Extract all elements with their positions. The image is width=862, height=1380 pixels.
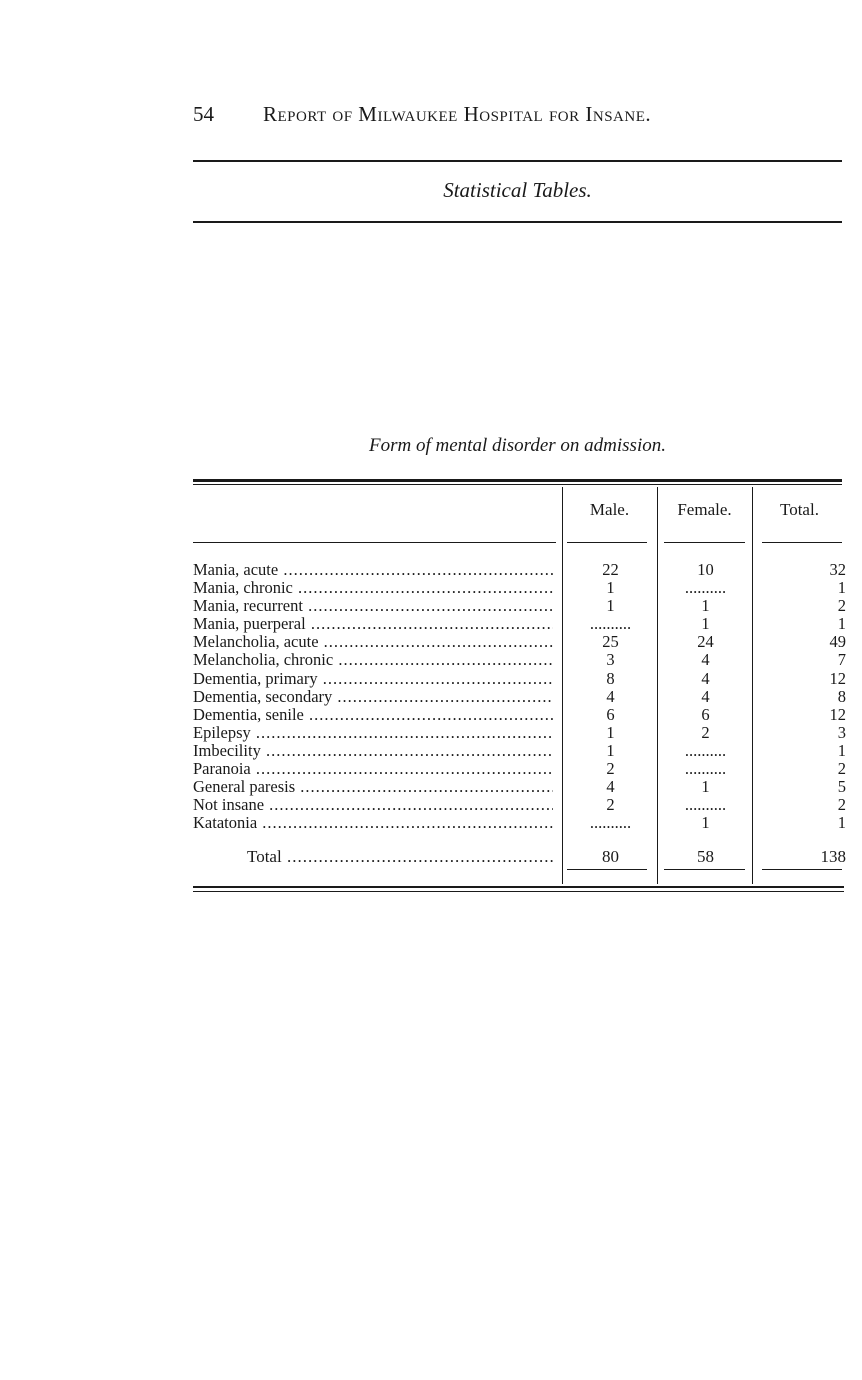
cell-male: 1	[606, 596, 615, 616]
row-label: General paresis .....	[193, 778, 553, 796]
cell-female: 24	[697, 632, 714, 652]
cell-male: 1	[606, 740, 615, 760]
cell-total: 49	[829, 632, 846, 652]
cell-total: 2	[837, 795, 846, 815]
cell-male: 1	[606, 578, 615, 598]
cell-total: 1	[837, 740, 846, 760]
table-row	[193, 615, 848, 633]
row-label: Katatonia .....	[193, 814, 553, 832]
header-rule-top	[193, 160, 842, 162]
cell-female: 4	[701, 686, 710, 706]
cell-female: 1	[701, 614, 710, 634]
cell-total: 1	[837, 578, 846, 598]
cell-female: 4	[701, 650, 710, 670]
total-male: 80	[602, 847, 619, 866]
cell-female: 2	[701, 722, 710, 742]
header-underline	[567, 542, 647, 543]
row-label: Not insane .....	[193, 796, 553, 814]
total-female: 58	[697, 847, 714, 866]
cell-total: 2	[837, 759, 846, 779]
row-label: Mania, puerperal .....	[193, 615, 553, 633]
cell-female: 4	[701, 668, 710, 688]
header-rule-bottom	[193, 221, 842, 223]
row-label: Dementia, senile .....	[193, 706, 553, 724]
cell-male: 4	[606, 777, 615, 797]
table-row	[193, 633, 848, 651]
row-label: Paranoia .....	[193, 760, 553, 778]
header-underline	[762, 542, 842, 543]
cell-total: 12	[829, 668, 846, 688]
cell-female: ..........	[684, 578, 727, 598]
table-row	[193, 724, 848, 742]
column-header-total: Total.	[780, 500, 819, 519]
cell-male: 2	[606, 795, 615, 815]
table-row	[193, 597, 848, 615]
total-row	[193, 847, 848, 867]
cell-male: 8	[606, 668, 615, 688]
cell-total: 7	[837, 650, 846, 670]
cell-total: 2	[837, 596, 846, 616]
cell-total: 8	[837, 686, 846, 706]
cell-total: 5	[837, 777, 846, 797]
header-underline	[193, 542, 556, 543]
table-row	[193, 706, 848, 724]
table-caption: Form of mental disorder on admission.	[369, 435, 666, 456]
page-number: 54	[193, 102, 214, 126]
cell-female: 1	[701, 813, 710, 833]
cell-female: 1	[701, 777, 710, 797]
row-label: Melancholia, chronic .....	[193, 651, 553, 669]
row-label: Dementia, secondary .....	[193, 688, 553, 706]
section-title: Statistical Tables.	[443, 178, 592, 202]
table-row	[193, 796, 848, 814]
table-row	[193, 760, 848, 778]
cell-male: 22	[602, 560, 619, 579]
header-underline	[664, 542, 745, 543]
cell-male: 4	[606, 686, 615, 706]
cell-male: 3	[606, 650, 615, 670]
row-label: Dementia, primary .....	[193, 670, 553, 688]
table-body	[193, 561, 848, 832]
cell-male: ..........	[589, 614, 632, 634]
total-separator	[664, 869, 745, 870]
row-label: Melancholia, acute .....	[193, 633, 553, 651]
table-row	[193, 814, 848, 832]
cell-total: 3	[837, 722, 846, 742]
cell-female: ..........	[684, 795, 727, 815]
table-bottom-rule-thin	[193, 891, 844, 892]
cell-male: 2	[606, 759, 615, 779]
column-header-female: Female.	[677, 500, 732, 519]
total-separator	[567, 869, 647, 870]
table-row	[193, 778, 848, 796]
column-header-male: Male.	[589, 500, 630, 519]
cell-male: 1	[606, 722, 615, 742]
table-bottom-rule	[193, 886, 844, 888]
cell-male: ..........	[589, 813, 632, 833]
row-label: Mania, chronic .....	[193, 579, 553, 597]
cell-total: 12	[829, 704, 846, 724]
table-row	[193, 579, 848, 597]
total-label: Total .....	[247, 847, 553, 867]
table-row	[193, 742, 848, 760]
running-head: Report of Milwaukee Hospital for Insane.	[263, 102, 652, 126]
total-total: 138	[820, 847, 846, 866]
total-separator	[762, 869, 842, 870]
cell-total: 1	[837, 813, 846, 833]
cell-male: 25	[602, 632, 619, 652]
table-top-rule	[193, 479, 842, 482]
cell-female: ..........	[684, 740, 727, 760]
table-row	[193, 561, 848, 579]
row-label: Imbecility .....	[193, 742, 553, 760]
cell-female: ..........	[684, 759, 727, 779]
table-row	[193, 688, 848, 706]
cell-male: 6	[606, 704, 615, 724]
cell-total: 1	[837, 614, 846, 634]
row-label: Mania, recurrent .....	[193, 597, 553, 615]
row-label: Epilepsy .....	[193, 724, 553, 742]
table-top-rule-thin	[193, 484, 842, 485]
table-row	[193, 651, 848, 669]
table-row	[193, 670, 848, 688]
row-label: Mania, acute .....	[193, 561, 553, 579]
cell-female: 6	[701, 704, 710, 724]
cell-total: 32	[829, 560, 846, 579]
cell-female: 1	[701, 596, 710, 616]
cell-female: 10	[697, 560, 714, 579]
